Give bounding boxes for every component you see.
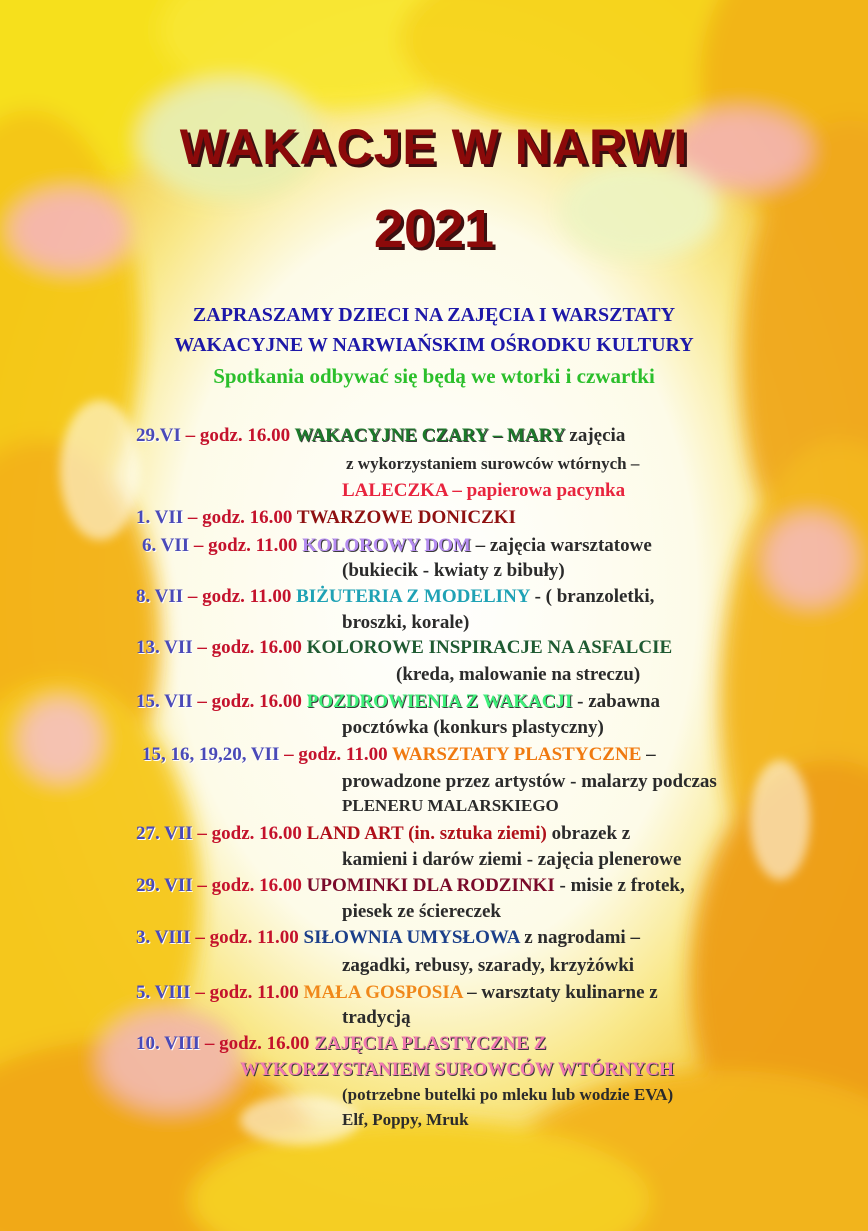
list-item [136, 508, 516, 527]
list-item [136, 983, 658, 1002]
event-time: – godz. 16.00 [192, 691, 307, 712]
event-time: – godz. 11.00 [183, 586, 297, 607]
event-time: – godz. 16.00 [200, 1033, 315, 1054]
list-item [136, 824, 630, 843]
event-desc-line: prowadzone przez artystów - malarzy podczas [342, 771, 717, 792]
event-title: POZDROWIENIA Z WAKACJI [306, 691, 573, 712]
event-title: WAKACYJNE CZARY – MARY [294, 425, 565, 446]
event-date: 15, 16, 19,20, VII [142, 744, 280, 765]
list-item [142, 745, 656, 764]
event-desc: - misie z frotek, [554, 875, 685, 896]
invite-line-2: WAKACYJNE W NARWIAŃSKIM OŚRODKU KULTURY [174, 334, 694, 356]
list-item [136, 928, 640, 947]
event-desc-line: kamieni i darów ziemi - zajęcia plenerowe [342, 849, 682, 870]
event-time: – godz. 16.00 [192, 875, 307, 896]
invite-line-3: Spotkania odbywać się będą we wtorki i czwartki [213, 364, 655, 388]
event-desc-line: (bukiecik - kwiaty z bibuły) [342, 560, 565, 581]
event-title: TWARZOWE DONICZKI [296, 507, 516, 528]
event-desc-line: (kreda, malowanie na streczu) [396, 664, 641, 685]
event-date: 13. VII [136, 637, 193, 658]
event-date: 1. VII [136, 507, 184, 528]
event-title: LAND ART (in. sztuka ziemi) [306, 823, 547, 844]
event-desc-line: WYKORZYSTANIEM SUROWCÓW WTÓRNYCH [240, 1059, 674, 1080]
event-title: ZAJĘCIA PLASTYCZNE Z [314, 1033, 547, 1054]
event-desc-line: pocztówka (konkurs plastyczny) [342, 717, 604, 738]
list-item [142, 536, 652, 555]
event-desc: – zajęcia warsztatowe [470, 535, 652, 556]
invite-line-1: ZAPRASZAMY DZIECI NA ZAJĘCIA I WARSZTATY [192, 304, 676, 326]
event-desc-line: LALECZKA – papierowa pacynka [342, 480, 626, 501]
list-item [136, 876, 685, 895]
event-time: – godz. 11.00 [279, 744, 393, 765]
event-date: 3. VIII [136, 927, 191, 948]
poster-year: 2021 [373, 199, 495, 259]
event-title: SIŁOWNIA UMYSŁOWA [303, 927, 520, 948]
event-title: UPOMINKI DLA RODZINKI [306, 875, 555, 896]
list-item [136, 587, 654, 606]
event-desc: – warsztaty kulinarne z [462, 982, 658, 1003]
event-desc-line: Elf, Poppy, Mruk [342, 1110, 469, 1129]
event-time: – godz. 11.00 [190, 927, 304, 948]
poster-title: WAKACJE W NARWI [179, 119, 689, 175]
event-date: 29.VI [136, 425, 181, 446]
event-desc-line: (potrzebne butelki po mleku lub wodzie EVA) [342, 1085, 674, 1104]
event-desc: z nagrodami – [519, 927, 640, 948]
list-item [136, 426, 625, 445]
event-time: – godz. 16.00 [192, 823, 307, 844]
event-title: KOLOROWE INSPIRACJE NA ASFALCIE [306, 637, 673, 658]
event-date: 27. VII [136, 823, 193, 844]
event-date: 29. VII [136, 875, 193, 896]
event-desc: – [641, 744, 656, 765]
event-date: 10. VIII [136, 1033, 201, 1054]
event-title: MAŁA GOSPOSIA [303, 982, 463, 1003]
list-item [136, 692, 660, 711]
event-desc-line: tradycją [342, 1007, 411, 1028]
event-title: BIŻUTERIA Z MODELINY [296, 586, 530, 607]
event-desc: - ( branzoletki, [529, 586, 655, 607]
event-time: – godz. 16.00 [192, 637, 307, 658]
event-desc-line: broszki, korale) [342, 612, 470, 633]
list-item [136, 1034, 546, 1053]
event-date: 15. VII [136, 691, 193, 712]
event-time: – godz. 16.00 [180, 425, 295, 446]
event-desc-line: zagadki, rebusy, szarady, krzyżówki [342, 955, 635, 976]
event-desc-line: PLENERU MALARSKIEGO [342, 796, 559, 815]
event-desc-line: z wykorzystaniem surowców wtórnych – [346, 454, 640, 473]
event-date: 6. VII [142, 535, 190, 556]
event-date: 5. VIII [136, 982, 191, 1003]
event-time: – godz. 11.00 [190, 982, 304, 1003]
event-desc: - zabawna [572, 691, 660, 712]
event-title: KOLOROWY DOM [302, 535, 471, 556]
event-desc-line: piesek ze ściereczek [342, 901, 501, 922]
event-desc: obrazek z [546, 823, 631, 844]
event-desc: zajęcia [564, 425, 626, 446]
list-item [136, 638, 672, 657]
event-time: – godz. 11.00 [189, 535, 303, 556]
event-time: – godz. 16.00 [183, 507, 297, 528]
event-title: WARSZTATY PLASTYCZNE [392, 744, 642, 765]
event-date: 8. VII [136, 586, 184, 607]
